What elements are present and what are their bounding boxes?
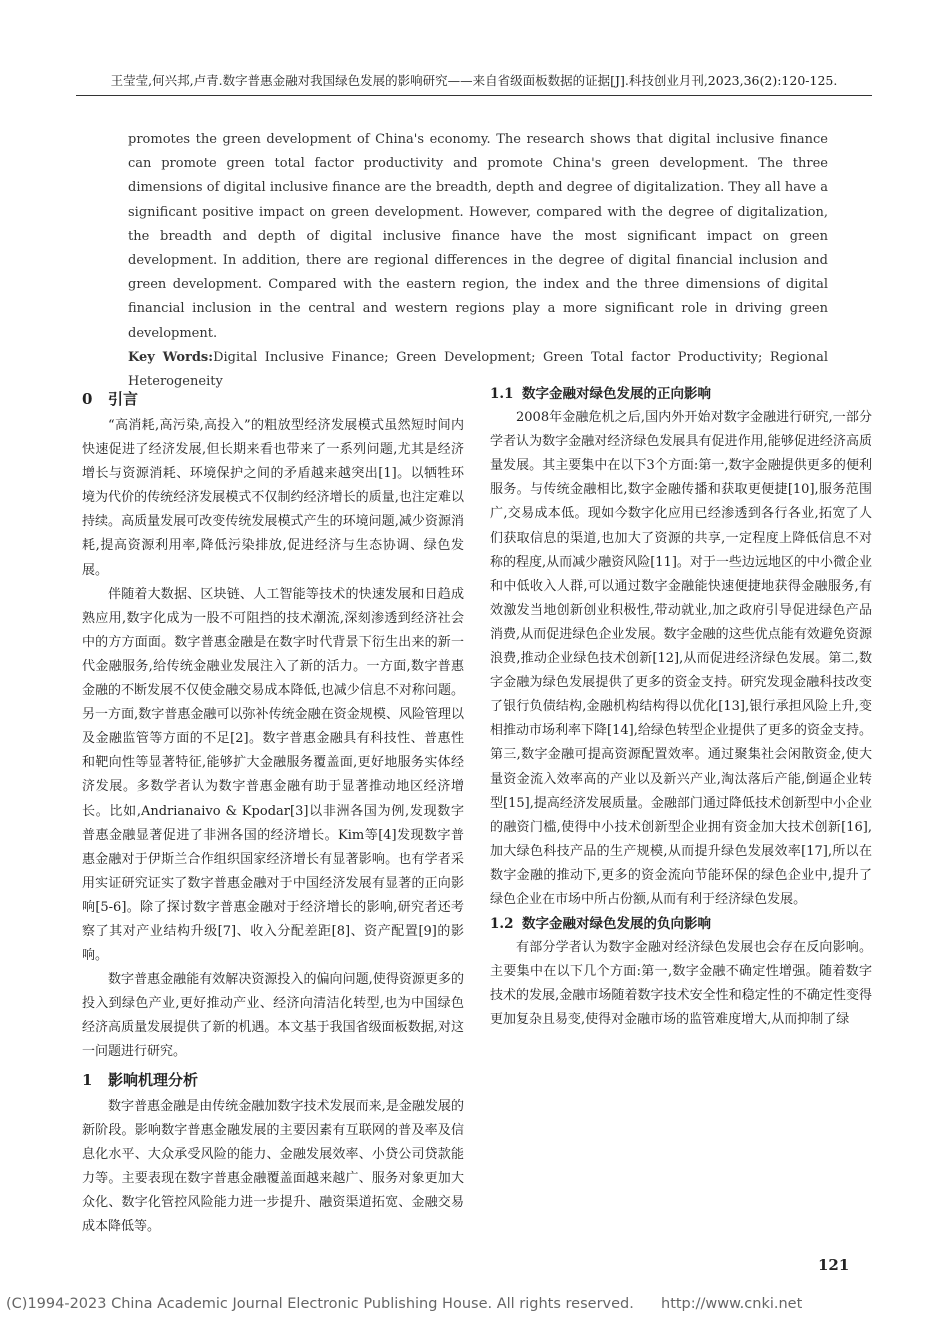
footer-url: http://www.cnki.net [661, 1296, 803, 1312]
section-title: 数字金融对绿色发展的负向影响 [522, 916, 711, 933]
header-divider [76, 95, 872, 96]
footer-copyright: (C)1994-2023 China Academic Journal Electronic Publishing House. All rights reserved. [6, 1296, 634, 1312]
keywords-text: Digital Inclusive Finance; Green Development; Green Total factor Productivity; Regional Heterogeneity [128, 349, 828, 390]
right-column [490, 382, 872, 1033]
section-0-heading [82, 386, 464, 412]
paragraph: 有部分学者认为数字金融对经济绿色发展也会存在反向影响。主要集中在以下几个方面:第一,数字金融不确定性增强。随着数字技术的发展,金融市场随着数字技术安全性和稳定性的不确定性变得更加复杂且易变,使得对金融市场的监管难度增大,从而抑制了绿 [490, 940, 872, 1028]
paragraph: 数字普惠金融能有效解决资源投入的偏向问题,使得资源更多的投入到绿色产业,更好推动产业、经济向清洁化转型,也为中国绿色经济高质量发展提供了新的机遇。本文基于我国省级面板数据,对这一问题进行研究。 [82, 972, 464, 1060]
section-number: 1 [82, 1070, 93, 1089]
section-title: 引言 [108, 390, 139, 408]
section-number: 1.2 [490, 916, 514, 933]
paragraph: “高消耗,高污染,高投入”的粗放型经济发展模式虽然短时间内快速促进了经济发展,但长期来看也带来了一系列问题,尤其是经济增长与资源消耗、环境保护之间的矛盾越来越突出[1]。以牺牲环境为代价的传统经济发展模式不仅制约经济增长的质量,也注定难以持续。高质量发展可改变传统发展模式产生的环境问题,减少资源消耗,提高资源利用率,降低污染排放,促进经济与生态协调、绿色发展。 [82, 418, 464, 578]
left-column [82, 384, 464, 1239]
section-title: 数字金融对绿色发展的正向影响 [522, 386, 711, 402]
section-number: 1.1 [490, 386, 514, 402]
section-1-2-heading [490, 912, 872, 936]
paragraph: 数字普惠金融是由传统金融加数字技术发展而来,是金融发展的新阶段。影响数字普惠金融发展的主要因素有互联网的普及率及信息化水平、大众承受风险的能力、金融发展效率、小贷公司贷款能力等。主要表现在数字普惠金融覆盖面越来越广、服务对象更加大众化、数字化管控风险能力进一步提升、融资渠道拓宽、金融交易成本降低等。 [82, 1098, 464, 1234]
paragraph: 伴随着大数据、区块链、人工智能等技术的快速发展和日趋成熟应用,数字化成为一股不可阻挡的技术潮流,深刻渗透到经济社会中的方方面面。数字普惠金融是在数字时代背景下衍生出来的新一代金融服务,给传统金融业发展注入了新的活力。一方面,数字普惠金融的不断发展不仅使金融交易成本降低,也减少信息不对称问题。另一方面,数字普惠金融可以弥补传统金融在资金规模、风险管理以及金融监管等方面的不足[2]。数字普惠金融具有科技性、普惠性和靶向性等显著特征,能够扩大金融服务覆盖面,更好地服务实体经济发展。多数学者认为数字普惠金融有助于显著推动地区经济增长。比如,Andrianaivo & Kpodar[3]以非洲各国为例,发现数字普惠金融显著促进了非洲各国的经济增长。Kim等[4]发现数字普惠金融对于伊斯兰合作组织国家经济增长有显著影响。也有学者采用实证研究证实了数字普惠金融对于中国经济发展有显著的正向影响[5-6]。除了探讨数字普惠金融对于经济增长的影响,研究者还考察了其对产业结构升级[7]、收入分配差距[8]、资产配置[9]的影响。 [82, 586, 464, 964]
section-number: 0 [82, 390, 93, 408]
running-header-citation: 王莹莹,何兴邦,卢青.数字普惠金融对我国绿色发展的影响研究——来自省级面板数据的证据[J].科技创业月刊,2023,36(2):120-125. [110, 73, 838, 88]
english-abstract [128, 128, 828, 394]
paragraph: 2008年金融危机之后,国内外开始对数字金融进行研究,一部分学者认为数字金融对经济绿色发展具有促进作用,能够促进经济高质量发展。其主要集中在以下3个方面:第一,数字金融提供更多的便利服务。与传统金融相比,数字金融传播和获取更便捷[10],服务范围广,交易成本低。现如今数字化应用已经渗透到各行各业,拓宽了人们获取信息的渠道,也加大了资源的共享,一定程度上降低信息不对称的程度,从而减少融资风险[11]。对于一些边远地区的中小微企业和中低收入人群,可以通过数字金融能快速便捷地获得金融服务,有效激发当地创新创业积极性,带动就业,加之政府引导促进绿色产品消费,从而促进绿色企业发展。数字金融的这些优点能有效避免资源浪费,推动企业绿色技术创新[12],从而促进经济绿色发展。第二,数字金融为绿色发展提供了更多的资金支持。研究发现金融科技改变了银行负债结构,金融机构结构得以优化[13],银行承担风险上升,变相推动市场利率下降[14],给绿色转型企业提供了更多的资金支持。第三,数字金融可提高资源配置效率。通过聚集社会闲散资金,使大量资金流入效率高的产业以及新兴产业,淘汰落后产能,倒逼企业转型[15],提高经济发展质量。金融部门通过降低技术创新型中小企业的融资门槛,使得中小技术创新型企业拥有资金加大技术创新[16],加大绿色科技产品的生产规模,从而提升绿色发展效率[17],所以在数字金融的推动下,更多的资金流向节能环保的绿色企业中,提升了绿色企业在市场中所占份额,从而有利于经济绿色发展。 [490, 410, 872, 907]
section-1-heading [82, 1067, 464, 1093]
section-title: 影响机理分析 [108, 1070, 199, 1089]
keywords-label: Key Words: [128, 349, 214, 365]
page-number: 121 [818, 1256, 850, 1274]
abstract-text: promotes the green development of China's economy. The research shows that digital inclusive finance can promote green total factor productivity and promote China's green development. The three dimensions of digital inclusive finance are the breadth, depth and degree of digitalization. They all have a significant positive impact on green development. However, compared with the degree of digitalization, the breadth and depth of digital inclusive finance have the most significant impact on green development. In addition, there are regional differences in the degree of digital financial inclusion and green development. Compared with the eastern region, the index and the three dimensions of digital financial inclusion in the central and western regions play a more significant role in driving green development. [128, 132, 828, 341]
section-1-1-heading [490, 382, 872, 406]
